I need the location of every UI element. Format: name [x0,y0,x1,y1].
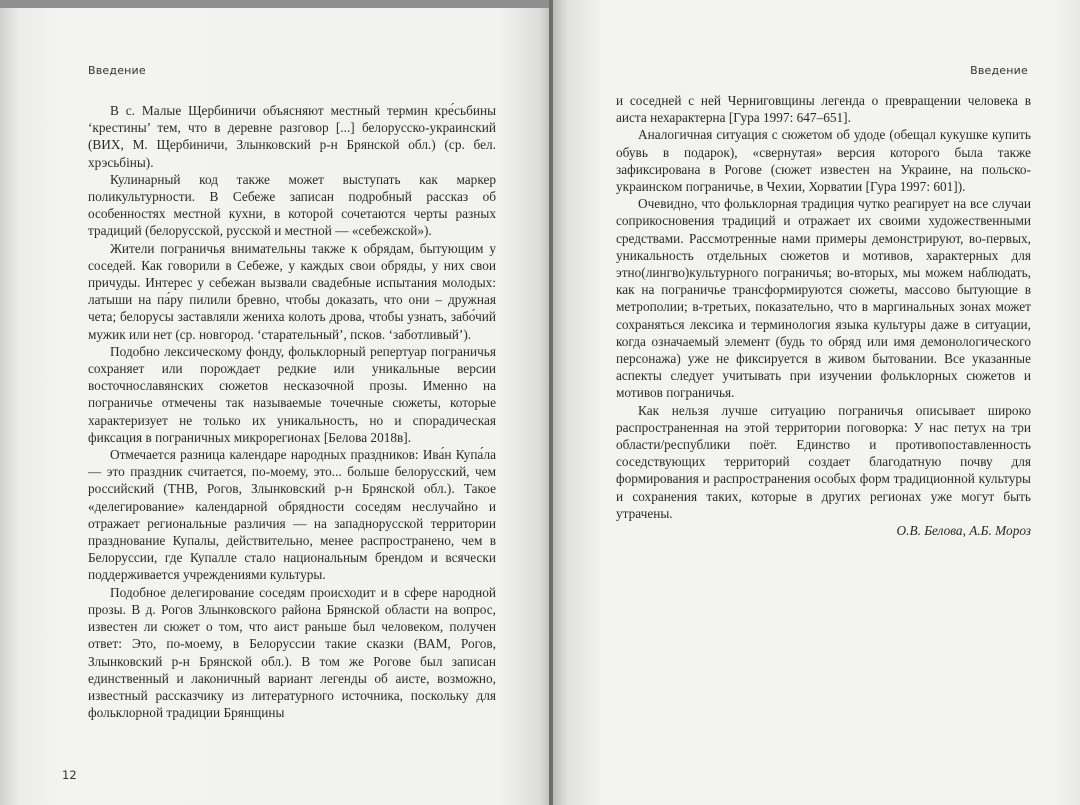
left-page [0,8,551,805]
paragraph: Подобное делегирование соседям происходит и в сфере народной прозы. В д. Рогов Злынковского района Брянской области на вопрос, известен ли сюжет о том, что аист раньше был человеком, получен ответ: Это, по-моему, в Белоруссии такие сказки (ВАМ, Рогов, Злынковский р-н Брянской обл.). В том же Рогове был записан единственный и лаконичный вариант легенды об аисте, возможно, известный рассказчику из литературного источника, поскольку для фольклорной традиции Брянщины [88,584,496,721]
running-head-right: Введение [970,64,1028,77]
right-page-text [616,92,1031,539]
paragraph: Подобно лексическому фонду, фольклорный репертуар пограничья сохраняет или порождает редкие или уникальные версии восточнославянских сюжетов несказочной прозы. Именно на пограничье отмечены так называемые точечные сюжеты, которые характеризует не только их уникальность, но и спорадическая фиксация в пограничных микрорегионах [Белова 2018в]. [88,343,496,445]
paragraph: Аналогичная ситуация с сюжетом об удоде (обещал кукушке купить обувь в подарок), «свернутая» версия которого была также зафиксирована в Рогове (сюжет известен на Украине, на польско-украинском пограничье, в Чехии, Хорватии [Гура 1997: 601]). [616,127,1031,195]
paragraph: Отмечается разница календаре народных праздников: Ива́н Купа́ла — это праздник считается, по-моему, это... больше белорусский, чем российский (ТНВ, Рогов, Злынковский р-н Брянской обл.). Такое «делегирование» календарной обрядности соседям неслучайно и отражает региональные различия — на западнорусской территории празднование Купалы, действительно, менее распространено, чем в Белоруссии, где Купалле стало национальным брендом и всячески поддерживается учреждениями культуры. [88,447,496,583]
left-page-text [88,102,496,721]
paragraph: Кулинарный код также может выступать как маркер поликультурности. В Себеже записан подробный рассказ об особенностях местной кухни, в которой сочетаются черты разных традиций (белорусской, русской и местной — «себежской»). [88,171,496,239]
right-page [553,0,1080,805]
paragraph: Жители пограничья внимательны также к обрядам, бытующим у соседей. Как говорили в Себеже, у каждых свои обряды, у них свои причуды. Интерес у себежан вызвали свадебные испытания молодых: латыши на па́ру пилили бревно, чтобы доказать, что они – дружная чета; белорусы заставляли жениха колоть дрова, чтобы узнать, забо́чий мужик или нет (ср. новгород. ‘старательный’, псков. ‘заботливый’). [88,240,496,342]
paragraph: Как нельзя лучше ситуацию пограничья описывает широко распространенная на этой территории поговорка: У нас петух на три области/республики поёт. Единство и противопоставленность соседствующих территорий создает благодатную почву для формирования и распространения особых форм традиционной культуры и сохранения таких, которые в других регионах уже могут быть утрачены. [616,402,1031,521]
page-number: 12 [62,768,77,782]
paragraph: и соседней с ней Черниговщины легенда о превращении человека в аиста нехарактерна [Гура 1997: 647–651]. [616,93,1031,126]
paragraph: Очевидно, что фольклорная традиция чутко реагирует на все случаи соприкосновения традиций и отражает их своими художественными средствами. Рассмотренные нами примеры демонстрируют, во-первых, уникальность отдельных сюжетов и мотивов, характерных для этно(лингво)культурного пограничья; во-вторых, мы можем наблюдать, как на пограничье трансформируются сюжеты, массово бытующие в метрополии; в-третьих, показательно, что в маргинальных зонах может сохраняться лексика и терминология языка культуры даже в ситуации, когда означаемый элемент (будь то обряд или имя демонологического персонажа) уже не фиксируется в живом бытовании. Все указанные аспекты следует учитывать при изучении фольклорных сюжетов и мотивов пограничья. [616,196,1031,401]
paragraph: В с. Малые Щербиничи объясняют местный термин кре́сьбины ‘крестины’ тем, что в деревне разговор [...] белорусско-украинский (ВИХ, М. Щербиничи, Злынковский р-н Брянской обл.) (ср. бел. хрэсьбіны). [88,103,496,170]
running-head-left: Введение [88,64,146,77]
author-signature: О.В. Белова, А.Б. Мороз [896,523,1031,539]
